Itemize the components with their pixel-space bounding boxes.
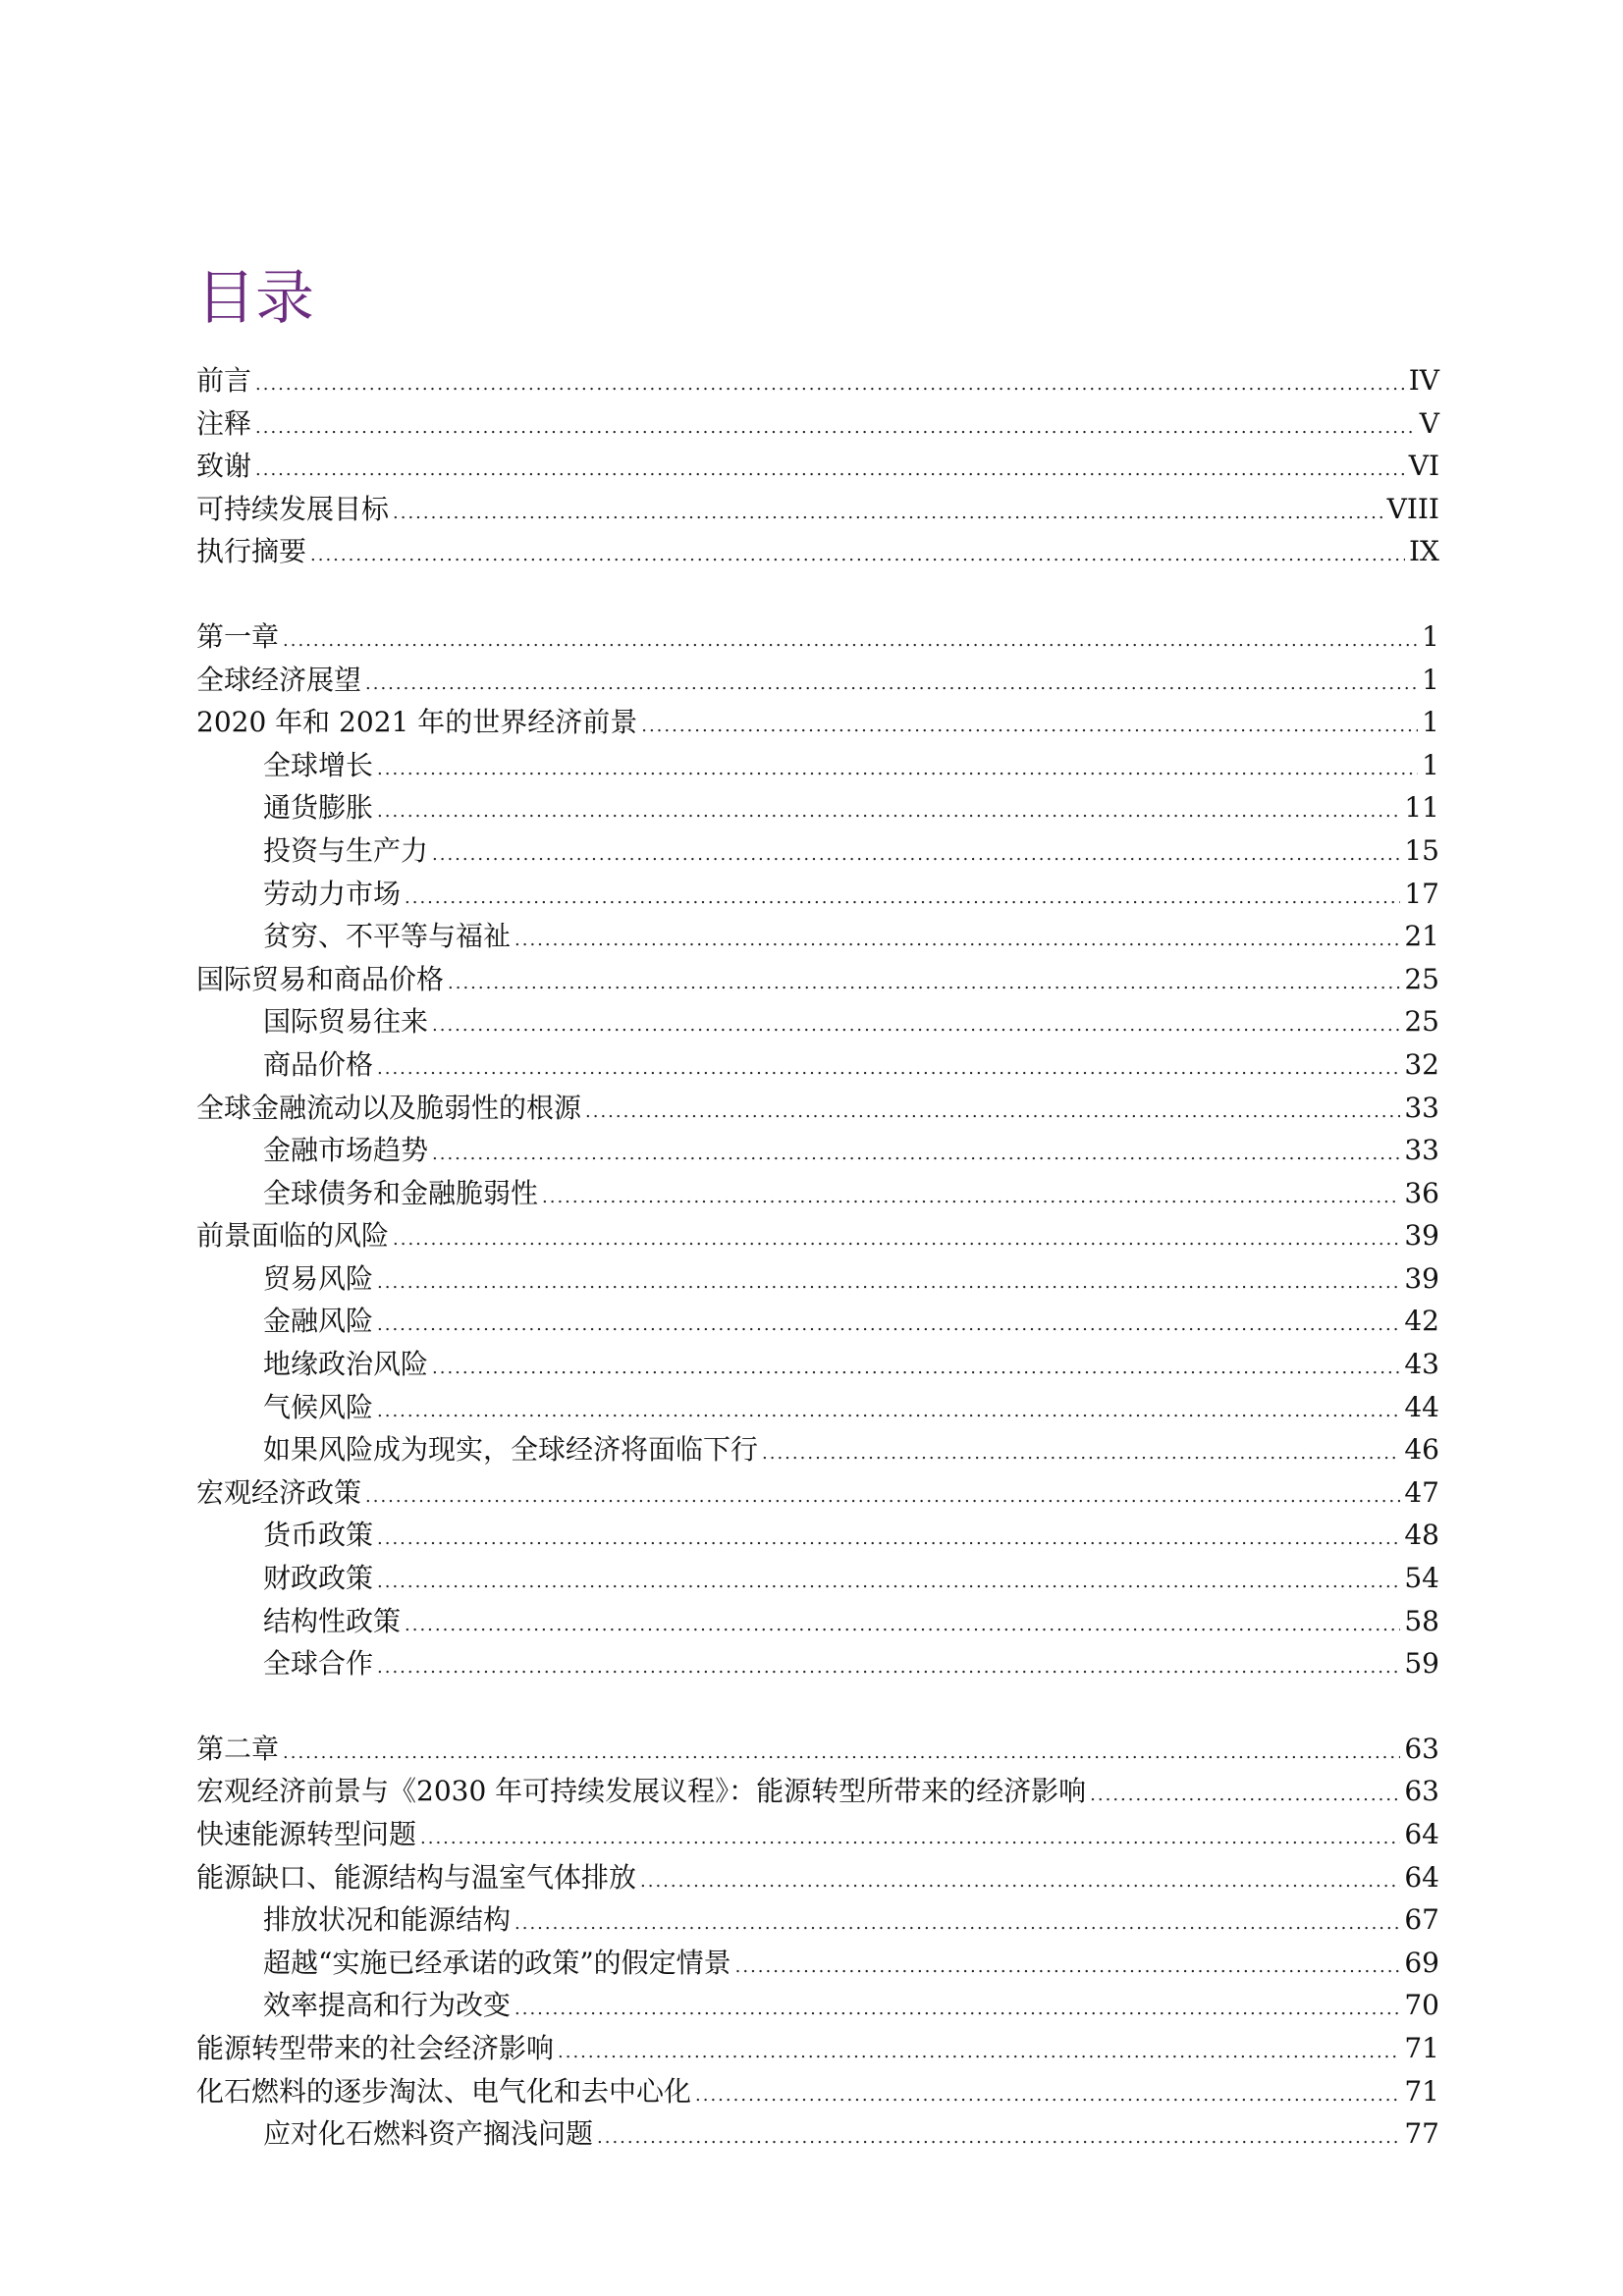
toc-entry-page-number: 71 [1404, 2074, 1439, 2108]
toc-entry-page-number: 59 [1404, 1647, 1439, 1681]
dot-leader [558, 2031, 1400, 2074]
dot-leader [255, 449, 1405, 492]
toc-entry-label: 2020 年和 2021 年的世界经济前景 [196, 706, 638, 739]
toc-entry[interactable] [196, 1856, 1439, 1899]
toc-entry-page-number: 11 [1404, 791, 1439, 825]
toc-entry[interactable] [196, 2027, 1439, 2070]
toc-entry-page-number: 64 [1404, 1860, 1439, 1894]
toc-entry[interactable] [196, 786, 1439, 829]
toc-entry[interactable] [196, 1984, 1439, 2027]
dot-leader [432, 1347, 1400, 1390]
toc-entry-page-number: 63 [1404, 1775, 1439, 1808]
toc-entry[interactable] [196, 1043, 1439, 1087]
toc-entry[interactable] [196, 1257, 1439, 1301]
toc-entry-label: 劳动力市场 [263, 877, 402, 910]
toc-entry-page-number: 33 [1404, 1134, 1439, 1167]
toc-entry-page-number: 44 [1404, 1390, 1439, 1423]
toc-entry-label: 货币政策 [263, 1519, 374, 1552]
toc-entry[interactable] [196, 615, 1439, 659]
toc-entry-page-number: 47 [1404, 1475, 1439, 1509]
dot-leader [405, 1604, 1400, 1647]
toc-entry-label: 财政政策 [263, 1562, 374, 1595]
toc-entry-label: 气候风险 [263, 1390, 374, 1423]
dot-leader [377, 1561, 1400, 1604]
dot-leader [432, 1133, 1400, 1176]
toc-entry-page-number: 15 [1404, 833, 1439, 867]
toc-entry[interactable] [196, 659, 1439, 702]
toc-entry[interactable] [196, 1300, 1439, 1343]
dot-leader [377, 1646, 1400, 1689]
toc-entry-page-number: VI [1408, 450, 1439, 483]
toc-entry[interactable] [196, 2070, 1439, 2113]
toc-entry[interactable] [196, 1087, 1439, 1130]
toc-entry[interactable] [196, 1728, 1439, 1771]
toc-entry-label: 能源转型带来的社会经济影响 [196, 2031, 555, 2064]
toc-entry-page-number: 1 [1422, 748, 1439, 781]
dot-leader [255, 406, 1416, 450]
page-title: 目录 [196, 264, 314, 333]
dot-leader [377, 1390, 1400, 1433]
toc-entry-label: 能源缺口、能源结构与温室气体排放 [196, 1860, 637, 1894]
toc-entry-page-number: 33 [1404, 1091, 1439, 1124]
toc-entry-label: 宏观经济前景与《2030 年可持续发展议程》：能源转型所带来的经济影响 [196, 1775, 1087, 1808]
dot-leader [514, 1902, 1400, 1946]
toc-entry[interactable] [196, 744, 1439, 787]
toc-entry-page-number: 64 [1404, 1818, 1439, 1850]
dot-leader [420, 1817, 1400, 1860]
toc-entry-page-number: 70 [1404, 1989, 1439, 2022]
dot-leader [762, 1432, 1400, 1475]
toc-entry-label: 执行摘要 [196, 535, 307, 568]
table-of-contents [196, 359, 1439, 2156]
toc-entry-page-number: 32 [1404, 1047, 1439, 1081]
toc-entry-label: 通货膨胀 [263, 791, 374, 825]
toc-entry-label: 贸易风险 [263, 1261, 374, 1295]
toc-entry[interactable] [196, 1898, 1439, 1942]
toc-entry[interactable] [196, 1172, 1439, 1215]
dot-leader [283, 619, 1418, 663]
toc-entry[interactable] [196, 958, 1439, 1001]
toc-entry[interactable] [196, 1813, 1439, 1856]
toc-entry-page-number: 63 [1404, 1732, 1439, 1765]
toc-entry[interactable] [196, 1000, 1439, 1043]
dot-leader [1090, 1774, 1400, 1817]
dot-leader [377, 790, 1400, 833]
toc-entry-page-number: 39 [1404, 1261, 1439, 1295]
toc-entry-page-number: 48 [1404, 1519, 1439, 1552]
toc-entry-label: 超越“实施已经承诺的政策”的假定情景 [263, 1946, 731, 1979]
toc-entry[interactable] [196, 1386, 1439, 1429]
dot-leader [641, 705, 1418, 748]
dot-leader [448, 962, 1400, 1005]
toc-entry-page-number: 39 [1404, 1219, 1439, 1253]
dot-leader [377, 1518, 1400, 1561]
toc-entry-label: 金融市场趋势 [263, 1134, 429, 1167]
toc-entry-page-number: 67 [1404, 1903, 1439, 1937]
dot-leader [393, 1218, 1400, 1261]
toc-entry-label: 效率提高和行为改变 [263, 1989, 512, 2022]
toc-entry-label: 全球金融流动以及脆弱性的根源 [196, 1091, 582, 1124]
toc-entry-label: 如果风险成为现实，全球经济将面临下行 [263, 1433, 759, 1467]
toc-chapter-1 [196, 615, 1439, 1685]
toc-entry-page-number: 42 [1404, 1305, 1439, 1338]
dot-leader [735, 1946, 1401, 1989]
toc-entry[interactable] [196, 915, 1439, 958]
toc-entry-label: 国际贸易和商品价格 [196, 962, 445, 995]
toc-entry-page-number: 25 [1404, 1005, 1439, 1039]
dot-leader [695, 2074, 1400, 2117]
dot-leader [255, 363, 1405, 406]
toc-entry[interactable] [196, 1428, 1439, 1471]
dot-leader [377, 1304, 1400, 1347]
toc-entry[interactable] [196, 1770, 1439, 1813]
toc-entry-label: 全球合作 [263, 1647, 374, 1681]
toc-entry-label: 可持续发展目标 [196, 492, 390, 525]
dot-leader [514, 919, 1400, 962]
toc-entry[interactable] [196, 829, 1439, 873]
toc-entry-page-number: 77 [1404, 2117, 1439, 2151]
toc-entry-page-number: 58 [1404, 1604, 1439, 1637]
dot-leader [377, 748, 1418, 791]
toc-entry-page-number: 1 [1422, 663, 1439, 696]
toc-entry[interactable] [196, 1942, 1439, 1985]
dot-leader [310, 534, 1405, 577]
toc-entry-page-number: 69 [1404, 1946, 1439, 1979]
toc-front-matter [196, 359, 1439, 573]
toc-entry-label: 贫穷、不平等与福祉 [263, 920, 512, 953]
toc-entry[interactable] [196, 445, 1439, 488]
toc-entry[interactable] [196, 1214, 1439, 1257]
toc-entry-label: 化石燃料的逐步淘汰、电气化和去中心化 [196, 2074, 692, 2108]
toc-entry-label: 致谢 [196, 450, 252, 483]
toc-entry-page-number: V [1419, 406, 1439, 440]
toc-entry-page-number: 46 [1404, 1433, 1439, 1467]
dot-leader [432, 833, 1400, 877]
dot-leader [585, 1091, 1400, 1134]
toc-entry-label: 投资与生产力 [263, 833, 429, 867]
toc-entry-label: 金融风险 [263, 1305, 374, 1338]
toc-entry[interactable] [196, 488, 1439, 531]
toc-entry[interactable] [196, 1343, 1439, 1386]
dot-leader [640, 1860, 1400, 1903]
toc-chapter-2 [196, 1728, 1439, 2156]
toc-entry-label: 商品价格 [263, 1047, 374, 1081]
toc-entry-label: 快速能源转型问题 [196, 1818, 417, 1850]
toc-entry-page-number: VIII [1386, 492, 1439, 525]
toc-entry-label: 应对化石燃料资产搁浅问题 [263, 2117, 594, 2151]
toc-entry[interactable] [196, 1557, 1439, 1600]
toc-entry-label: 注释 [196, 406, 252, 440]
dot-leader [514, 1988, 1400, 2031]
toc-entry-label: 地缘政治风险 [263, 1348, 429, 1381]
dot-leader [405, 877, 1400, 920]
toc-entry[interactable] [196, 1642, 1439, 1685]
dot-leader [393, 492, 1383, 535]
toc-entry-label: 前言 [196, 364, 252, 397]
toc-entry-label: 全球增长 [263, 748, 374, 781]
dot-leader [283, 1732, 1400, 1775]
toc-entry-label: 前景面临的风险 [196, 1219, 390, 1253]
toc-entry[interactable] [196, 2112, 1439, 2156]
toc-entry-page-number: 36 [1404, 1176, 1439, 1209]
toc-entry[interactable] [196, 1600, 1439, 1643]
toc-entry-label: 第一章 [196, 619, 280, 653]
toc-entry[interactable] [196, 873, 1439, 916]
dot-leader [432, 1004, 1400, 1047]
toc-entry[interactable] [196, 1129, 1439, 1172]
dot-leader [377, 1261, 1400, 1305]
toc-entry-page-number: IV [1408, 364, 1439, 397]
toc-entry[interactable] [196, 402, 1439, 446]
toc-entry-page-number: 25 [1404, 962, 1439, 995]
toc-entry-page-number: 1 [1422, 619, 1439, 653]
toc-entry-page-number: 17 [1404, 877, 1439, 910]
toc-entry[interactable] [196, 701, 1439, 744]
toc-entry-label: 全球债务和金融脆弱性 [263, 1176, 539, 1209]
toc-entry-label: 第二章 [196, 1732, 280, 1765]
toc-entry-page-number: 1 [1422, 706, 1439, 739]
toc-entry-page-number: 21 [1404, 920, 1439, 953]
toc-entry[interactable] [196, 1471, 1439, 1515]
toc-entry-label: 全球经济展望 [196, 663, 362, 696]
toc-entry-label: 宏观经济政策 [196, 1475, 362, 1509]
dot-leader [377, 1047, 1400, 1091]
toc-entry-label: 结构性政策 [263, 1604, 402, 1637]
toc-entry-page-number: 43 [1404, 1348, 1439, 1381]
toc-entry-label: 国际贸易往来 [263, 1005, 429, 1039]
dot-leader [597, 2116, 1400, 2160]
toc-entry-page-number: IX [1409, 535, 1439, 568]
toc-entry-page-number: 71 [1404, 2031, 1439, 2064]
toc-entry[interactable] [196, 1514, 1439, 1557]
dot-leader [365, 1475, 1400, 1519]
toc-entry-label: 排放状况和能源结构 [263, 1903, 512, 1937]
toc-entry-page-number: 54 [1404, 1562, 1439, 1595]
dot-leader [542, 1176, 1400, 1219]
toc-entry[interactable] [196, 359, 1439, 402]
toc-entry[interactable] [196, 530, 1439, 573]
dot-leader [365, 663, 1418, 706]
